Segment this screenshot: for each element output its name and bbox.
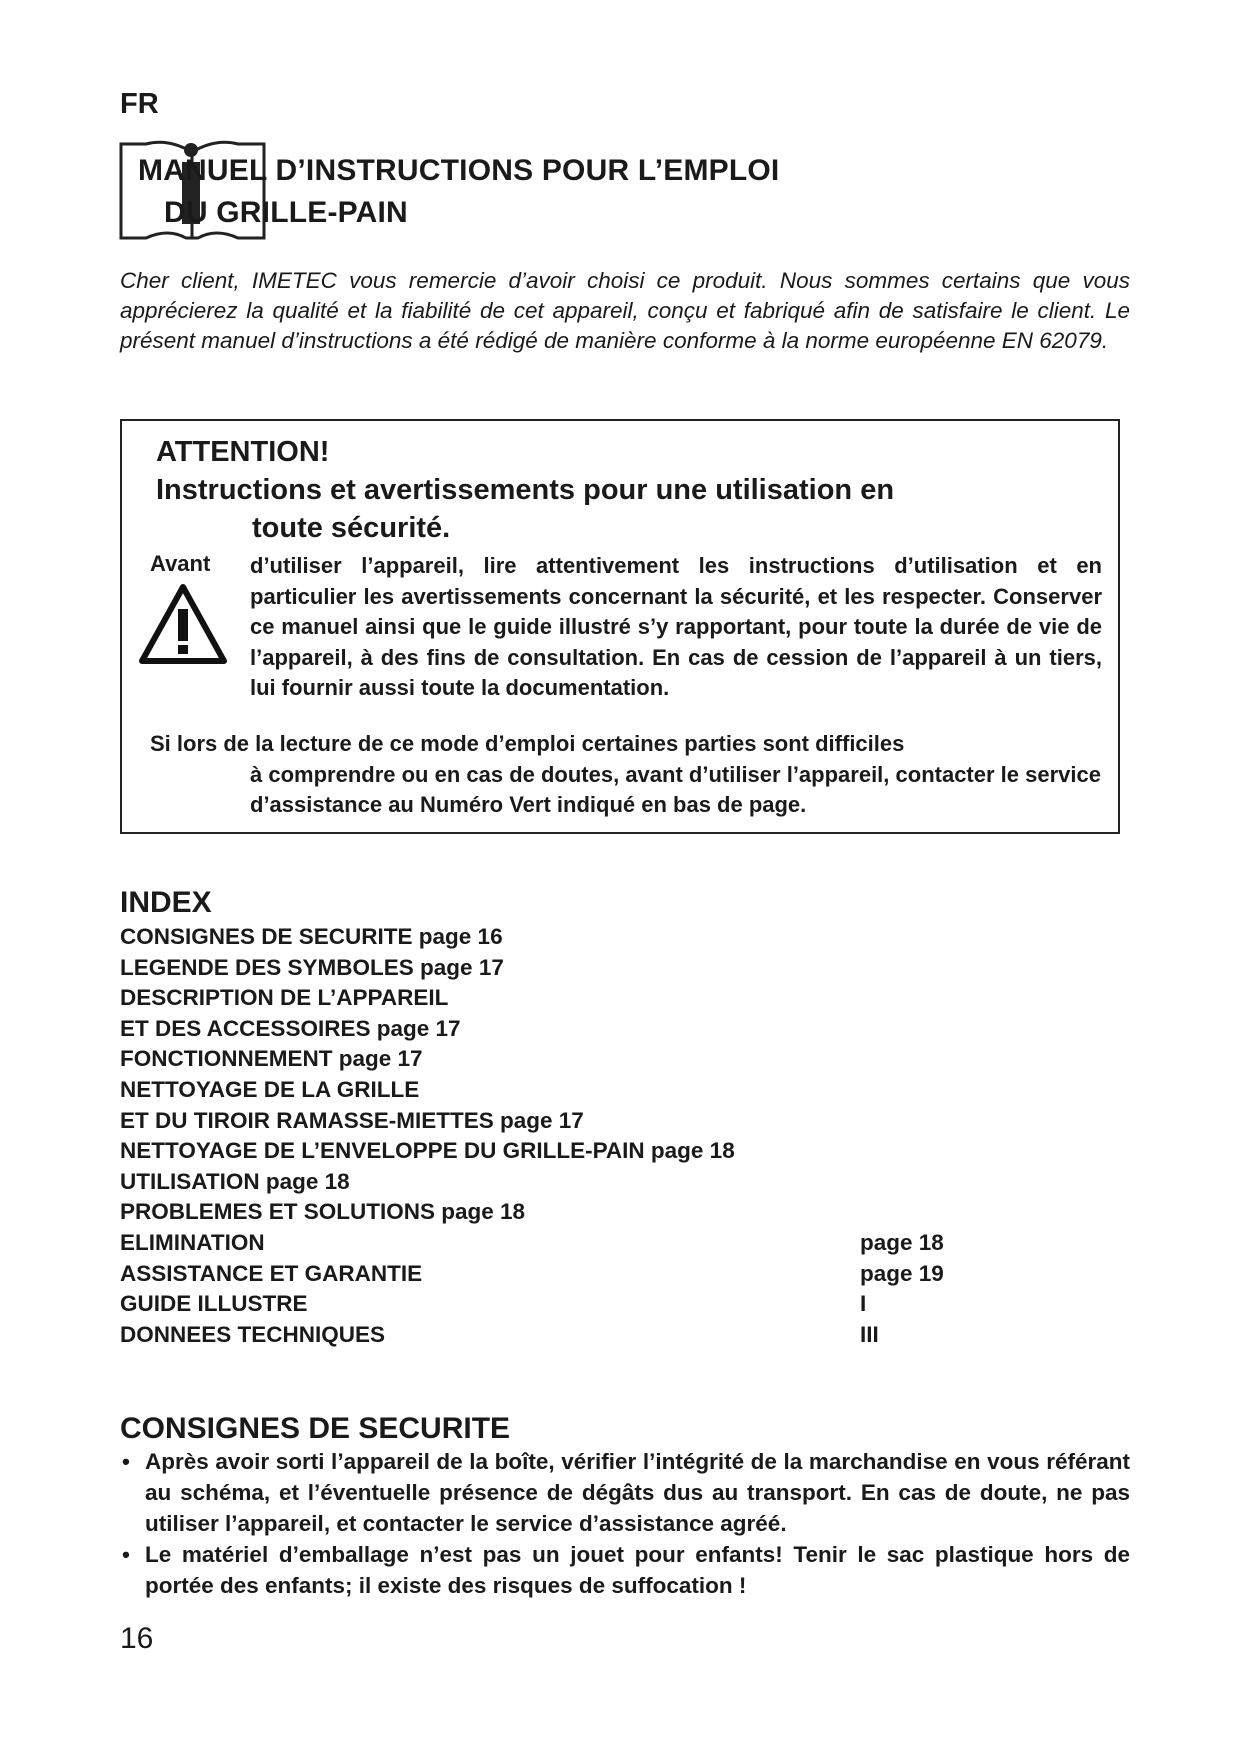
index-row bbox=[120, 1075, 1020, 1106]
index-row bbox=[120, 953, 1020, 984]
title-line-1: MANUEL D’INSTRUCTIONS POUR L’EMPLOI bbox=[138, 154, 780, 187]
warning-triangle-icon bbox=[136, 581, 230, 667]
intro-paragraph: Cher client, IMETEC vous remercie d’avoir choisi ce produit. Nous sommes certains que vous apprécierez la qualité et la fiabilité de cet appareil, conçu et fabriqué afin de satisfaire le client. Le présent manuel d’instructions a été rédigé de manière conforme à la norme européenne EN 62079. bbox=[120, 268, 1130, 353]
index-page-ref: III bbox=[860, 1321, 879, 1347]
index-label: FONCTIONNEMENT page 17 bbox=[120, 1046, 423, 1072]
index-label: ASSISTANCE ET GARANTIE bbox=[120, 1260, 423, 1286]
index-label: DESCRIPTION DE L’APPAREIL bbox=[120, 985, 449, 1011]
index-row bbox=[120, 1320, 1020, 1351]
page-number: 16 bbox=[120, 1622, 154, 1655]
warning-box bbox=[120, 419, 1120, 834]
index-row bbox=[120, 1228, 1020, 1259]
index-row bbox=[120, 1106, 1020, 1137]
index-label: NETTOYAGE DE L’ENVELOPPE DU GRILLE-PAIN page 18 bbox=[120, 1138, 735, 1164]
safety-item-text: Après avoir sorti l’appareil de la boîte, vérifier l’intégrité de la marchandise en vous référant au schéma, et l’éventuelle présence de dégâts dus au transport. En cas de doute, ne pas utiliser l’appareil, et contacter le service d’assistance agréé. bbox=[145, 1449, 1130, 1536]
safety-title: CONSIGNES DE SECURITE bbox=[120, 1412, 511, 1445]
index-label: LEGENDE DES SYMBOLES page 17 bbox=[120, 954, 504, 980]
index-row bbox=[120, 922, 1020, 953]
safety-list bbox=[120, 1446, 1130, 1601]
title-line-2: DU GRILLE-PAIN bbox=[164, 196, 408, 229]
index-title: INDEX bbox=[120, 886, 212, 919]
warning-subtitle bbox=[156, 471, 1056, 547]
index-row bbox=[120, 983, 1020, 1014]
index-page-ref: page 19 bbox=[860, 1260, 944, 1286]
language-code: FR bbox=[120, 88, 159, 120]
warning-subtitle-line-2: toute sécurité. bbox=[252, 512, 451, 544]
index-page-ref: page 18 bbox=[860, 1229, 944, 1255]
warning-avant-word: Avant bbox=[150, 551, 211, 576]
warning-title: ATTENTION! bbox=[156, 436, 330, 468]
index-label: CONSIGNES DE SECURITE page 16 bbox=[120, 924, 503, 949]
safety-item bbox=[120, 1446, 1130, 1539]
bullet-icon: • bbox=[122, 1449, 130, 1474]
safety-item-text: Le matériel d’emballage n’est pas un jouet pour enfants! Tenir le sac plastique hors de portée des enfants; il existe des risques de suffocation ! bbox=[145, 1542, 1130, 1598]
index-page-ref: I bbox=[860, 1291, 867, 1317]
index-row bbox=[120, 1259, 1020, 1290]
index-label: DONNEES TECHNIQUES bbox=[120, 1321, 386, 1347]
index-list bbox=[120, 922, 1020, 1350]
index-row bbox=[120, 1197, 1020, 1228]
warning-text-2-rest: à comprendre ou en cas de doutes, avant d’utiliser l’appareil, contacter le service d’assistance au Numéro Vert indiqué en bas de page. bbox=[250, 761, 1101, 817]
warning-text-2-first: Si lors de la lecture de ce mode d’emploi certaines parties sont difficiles bbox=[150, 731, 905, 756]
index-label: UTILISATION page 18 bbox=[120, 1168, 350, 1194]
index-row bbox=[120, 1014, 1020, 1045]
index-row bbox=[120, 1289, 1020, 1320]
safety-item bbox=[120, 1539, 1130, 1601]
index-label: ELIMINATION bbox=[120, 1229, 265, 1255]
manual-title bbox=[138, 150, 779, 234]
bullet-icon: • bbox=[122, 1542, 130, 1567]
index-label: ET DES ACCESSOIRES page 17 bbox=[120, 1015, 461, 1041]
index-label: NETTOYAGE DE LA GRILLE bbox=[120, 1076, 420, 1102]
warning-text: d’utiliser l’appareil, lire attentivement les instructions d’utilisation et en particulier les avertissements concernant la sécurité, et les respecter. Conserver ce manuel ainsi que le guide illustré s’y rapportant, pour toute la durée de vie de l’appareil, à des fins de consultation. En cas de cession de l’appareil à un tiers, lui fournir aussi toute la documentation. bbox=[250, 553, 1102, 700]
index-label: GUIDE ILLUSTRE bbox=[120, 1291, 308, 1317]
warning-text-2 bbox=[150, 729, 1110, 821]
warning-subtitle-line-1: Instructions et avertissements pour une utilisation en bbox=[156, 474, 895, 506]
index-label: PROBLEMES ET SOLUTIONS page 18 bbox=[120, 1199, 526, 1225]
index-label: ET DU TIROIR RAMASSE-MIETTES page 17 bbox=[120, 1107, 584, 1133]
index-row bbox=[120, 1044, 1020, 1075]
index-row bbox=[120, 1167, 1020, 1198]
index-row bbox=[120, 1136, 1020, 1167]
